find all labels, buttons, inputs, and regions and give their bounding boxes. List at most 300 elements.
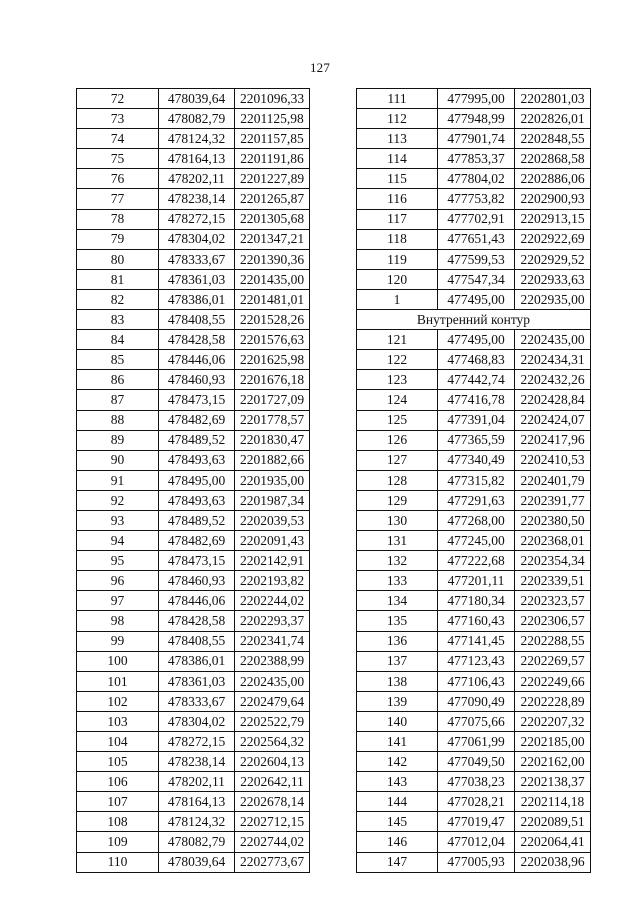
table-row	[77, 490, 310, 510]
table-row	[357, 631, 591, 651]
table-row	[77, 591, 310, 611]
x-coordinate-cell: 477123,43	[438, 651, 515, 671]
table-row	[77, 631, 310, 651]
point-number-cell: 97	[77, 591, 159, 611]
y-coordinate-cell: 2201882,66	[235, 450, 310, 470]
x-coordinate-cell: 478428,58	[159, 330, 235, 350]
table-row	[77, 229, 310, 249]
y-coordinate-cell: 2202391,77	[515, 490, 591, 510]
y-coordinate-cell: 2202922,69	[515, 229, 591, 249]
y-coordinate-cell: 2202306,57	[515, 611, 591, 631]
y-coordinate-cell: 2202142,91	[235, 551, 310, 571]
x-coordinate-cell: 477365,59	[438, 430, 515, 450]
table-row	[77, 852, 310, 872]
point-number-cell: 124	[357, 390, 438, 410]
point-number-cell: 102	[77, 691, 159, 711]
x-coordinate-cell: 477038,23	[438, 772, 515, 792]
point-number-cell: 103	[77, 711, 159, 731]
x-coordinate-cell: 478482,69	[159, 531, 235, 551]
y-coordinate-cell: 2202933,63	[515, 269, 591, 289]
point-number-cell: 84	[77, 330, 159, 350]
point-number-cell: 90	[77, 450, 159, 470]
point-number-cell: 134	[357, 591, 438, 611]
x-coordinate-cell: 478489,52	[159, 430, 235, 450]
table-row	[77, 169, 310, 189]
table-row	[357, 129, 591, 149]
x-coordinate-cell: 477005,93	[438, 852, 515, 872]
section-header-row	[357, 310, 591, 330]
y-coordinate-cell: 2201987,34	[235, 490, 310, 510]
point-number-cell: 78	[77, 209, 159, 229]
point-number-cell: 1	[357, 289, 438, 309]
y-coordinate-cell: 2202848,55	[515, 129, 591, 149]
x-coordinate-cell: 478361,03	[159, 671, 235, 691]
y-coordinate-cell: 2202339,51	[515, 571, 591, 591]
y-coordinate-cell: 2202522,79	[235, 711, 310, 731]
page-number: 127	[309, 60, 331, 75]
y-coordinate-cell: 2202341,74	[235, 631, 310, 651]
x-coordinate-cell: 478039,64	[159, 852, 235, 872]
table-row	[77, 711, 310, 731]
point-number-cell: 110	[77, 852, 159, 872]
y-coordinate-cell: 2202678,14	[235, 792, 310, 812]
y-coordinate-cell: 2202039,53	[235, 510, 310, 530]
x-coordinate-cell: 477268,00	[438, 510, 515, 530]
point-number-cell: 130	[357, 510, 438, 530]
point-number-cell: 74	[77, 129, 159, 149]
y-coordinate-cell: 2202410,53	[515, 450, 591, 470]
y-coordinate-cell: 2202138,37	[515, 772, 591, 792]
table-row	[357, 189, 591, 209]
point-number-cell: 87	[77, 390, 159, 410]
table-row	[77, 189, 310, 209]
y-coordinate-cell: 2202228,89	[515, 691, 591, 711]
x-coordinate-cell: 477222,68	[438, 551, 515, 571]
point-number-cell: 138	[357, 671, 438, 691]
point-number-cell: 121	[357, 330, 438, 350]
table-row	[357, 732, 591, 752]
x-coordinate-cell: 478272,15	[159, 732, 235, 752]
point-number-cell: 126	[357, 430, 438, 450]
x-coordinate-cell: 477416,78	[438, 390, 515, 410]
x-coordinate-cell: 478482,69	[159, 410, 235, 430]
point-number-cell: 128	[357, 470, 438, 490]
y-coordinate-cell: 2201347,21	[235, 229, 310, 249]
y-coordinate-cell: 2201125,98	[235, 109, 310, 129]
table-row	[357, 531, 591, 551]
table-row	[77, 470, 310, 490]
table-row	[77, 289, 310, 309]
y-coordinate-cell: 2201576,63	[235, 330, 310, 350]
y-coordinate-cell: 2202288,55	[515, 631, 591, 651]
x-coordinate-cell: 478460,93	[159, 571, 235, 591]
coordinates-table-right-body	[357, 89, 591, 873]
table-row	[357, 812, 591, 832]
point-number-cell: 120	[357, 269, 438, 289]
y-coordinate-cell: 2202712,15	[235, 812, 310, 832]
point-number-cell: 72	[77, 89, 159, 109]
y-coordinate-cell: 2202368,01	[515, 531, 591, 551]
point-number-cell: 77	[77, 189, 159, 209]
table-row	[357, 410, 591, 430]
point-number-cell: 104	[77, 732, 159, 752]
coordinates-table-left-body	[77, 89, 310, 873]
y-coordinate-cell: 2202401,79	[515, 470, 591, 490]
x-coordinate-cell: 478460,93	[159, 370, 235, 390]
y-coordinate-cell: 2202354,34	[515, 551, 591, 571]
table-row	[357, 852, 591, 872]
x-coordinate-cell: 477315,82	[438, 470, 515, 490]
x-coordinate-cell: 477245,00	[438, 531, 515, 551]
y-coordinate-cell: 2202249,66	[515, 671, 591, 691]
table-row	[357, 370, 591, 390]
table-row	[77, 310, 310, 330]
table-row	[77, 691, 310, 711]
point-number-cell: 118	[357, 229, 438, 249]
x-coordinate-cell: 478164,13	[159, 792, 235, 812]
point-number-cell: 133	[357, 571, 438, 591]
x-coordinate-cell: 477651,43	[438, 229, 515, 249]
y-coordinate-cell: 2202091,43	[235, 531, 310, 551]
y-coordinate-cell: 2202185,00	[515, 732, 591, 752]
point-number-cell: 132	[357, 551, 438, 571]
table-row	[357, 330, 591, 350]
coordinates-table-left	[76, 88, 310, 873]
y-coordinate-cell: 2201481,01	[235, 289, 310, 309]
table-row	[357, 571, 591, 591]
x-coordinate-cell: 478202,11	[159, 772, 235, 792]
y-coordinate-cell: 2202432,26	[515, 370, 591, 390]
table-row	[77, 812, 310, 832]
x-coordinate-cell: 478238,14	[159, 752, 235, 772]
point-number-cell: 85	[77, 350, 159, 370]
x-coordinate-cell: 477547,34	[438, 269, 515, 289]
y-coordinate-cell: 2202564,32	[235, 732, 310, 752]
point-number-cell: 125	[357, 410, 438, 430]
y-coordinate-cell: 2201435,00	[235, 269, 310, 289]
table-row	[77, 109, 310, 129]
point-number-cell: 145	[357, 812, 438, 832]
table-row	[357, 149, 591, 169]
x-coordinate-cell: 477391,04	[438, 410, 515, 430]
y-coordinate-cell: 2202269,57	[515, 651, 591, 671]
table-row	[77, 249, 310, 269]
point-number-cell: 112	[357, 109, 438, 129]
table-row	[77, 89, 310, 109]
point-number-cell: 114	[357, 149, 438, 169]
table-row	[77, 410, 310, 430]
x-coordinate-cell: 478493,63	[159, 450, 235, 470]
table-row	[77, 430, 310, 450]
table-row	[357, 510, 591, 530]
y-coordinate-cell: 2202479,64	[235, 691, 310, 711]
table-row	[357, 691, 591, 711]
x-coordinate-cell: 478039,64	[159, 89, 235, 109]
table-row	[77, 450, 310, 470]
x-coordinate-cell: 477180,34	[438, 591, 515, 611]
x-coordinate-cell: 477901,74	[438, 129, 515, 149]
point-number-cell: 136	[357, 631, 438, 651]
point-number-cell: 83	[77, 310, 159, 330]
x-coordinate-cell: 477804,02	[438, 169, 515, 189]
y-coordinate-cell: 2201305,68	[235, 209, 310, 229]
table-row	[77, 209, 310, 229]
y-coordinate-cell: 2202428,84	[515, 390, 591, 410]
x-coordinate-cell: 477599,53	[438, 249, 515, 269]
x-coordinate-cell: 477495,00	[438, 330, 515, 350]
point-number-cell: 137	[357, 651, 438, 671]
point-number-cell: 93	[77, 510, 159, 530]
point-number-cell: 142	[357, 752, 438, 772]
table-row	[357, 711, 591, 731]
table-row	[357, 109, 591, 129]
point-number-cell: 146	[357, 832, 438, 852]
x-coordinate-cell: 477442,74	[438, 370, 515, 390]
point-number-cell: 92	[77, 490, 159, 510]
y-coordinate-cell: 2202744,02	[235, 832, 310, 852]
table-row	[357, 772, 591, 792]
x-coordinate-cell: 477702,91	[438, 209, 515, 229]
y-coordinate-cell: 2202642,11	[235, 772, 310, 792]
table-row	[357, 289, 591, 309]
table-row	[357, 470, 591, 490]
x-coordinate-cell: 478124,32	[159, 129, 235, 149]
table-row	[357, 832, 591, 852]
point-number-cell: 98	[77, 611, 159, 631]
y-coordinate-cell: 2202929,52	[515, 249, 591, 269]
table-row	[77, 370, 310, 390]
y-coordinate-cell: 2201227,89	[235, 169, 310, 189]
x-coordinate-cell: 477495,00	[438, 289, 515, 309]
table-row	[77, 752, 310, 772]
x-coordinate-cell: 478124,32	[159, 812, 235, 832]
table-row	[77, 330, 310, 350]
point-number-cell: 79	[77, 229, 159, 249]
point-number-cell: 113	[357, 129, 438, 149]
table-row	[357, 792, 591, 812]
table-row	[77, 551, 310, 571]
point-number-cell: 80	[77, 249, 159, 269]
x-coordinate-cell: 478238,14	[159, 189, 235, 209]
point-number-cell: 139	[357, 691, 438, 711]
x-coordinate-cell: 477090,49	[438, 691, 515, 711]
x-coordinate-cell: 478386,01	[159, 289, 235, 309]
x-coordinate-cell: 477291,63	[438, 490, 515, 510]
point-number-cell: 105	[77, 752, 159, 772]
table-row	[357, 591, 591, 611]
table-row	[77, 611, 310, 631]
point-number-cell: 116	[357, 189, 438, 209]
x-coordinate-cell: 477075,66	[438, 711, 515, 731]
y-coordinate-cell: 2202886,06	[515, 169, 591, 189]
y-coordinate-cell: 2201265,87	[235, 189, 310, 209]
y-coordinate-cell: 2202604,13	[235, 752, 310, 772]
table-row	[357, 671, 591, 691]
y-coordinate-cell: 2202380,50	[515, 510, 591, 530]
table-row	[77, 129, 310, 149]
x-coordinate-cell: 477061,99	[438, 732, 515, 752]
point-number-cell: 100	[77, 651, 159, 671]
point-number-cell: 107	[77, 792, 159, 812]
y-coordinate-cell: 2202038,96	[515, 852, 591, 872]
y-coordinate-cell: 2201935,00	[235, 470, 310, 490]
x-coordinate-cell: 478304,02	[159, 711, 235, 731]
table-row	[77, 651, 310, 671]
x-coordinate-cell: 477201,11	[438, 571, 515, 591]
point-number-cell: 144	[357, 792, 438, 812]
point-number-cell: 89	[77, 430, 159, 450]
point-number-cell: 73	[77, 109, 159, 129]
y-coordinate-cell: 2201191,86	[235, 149, 310, 169]
y-coordinate-cell: 2202244,02	[235, 591, 310, 611]
y-coordinate-cell: 2202193,82	[235, 571, 310, 591]
table-row	[357, 209, 591, 229]
point-number-cell: 108	[77, 812, 159, 832]
y-coordinate-cell: 2201727,09	[235, 390, 310, 410]
x-coordinate-cell: 477106,43	[438, 671, 515, 691]
x-coordinate-cell: 478164,13	[159, 149, 235, 169]
x-coordinate-cell: 478304,02	[159, 229, 235, 249]
x-coordinate-cell: 478333,67	[159, 249, 235, 269]
x-coordinate-cell: 478493,63	[159, 490, 235, 510]
table-row	[77, 350, 310, 370]
x-coordinate-cell: 478428,58	[159, 611, 235, 631]
point-number-cell: 143	[357, 772, 438, 792]
table-row	[77, 772, 310, 792]
y-coordinate-cell: 2202935,00	[515, 289, 591, 309]
table-row	[357, 350, 591, 370]
point-number-cell: 117	[357, 209, 438, 229]
table-row	[357, 169, 591, 189]
x-coordinate-cell: 478333,67	[159, 691, 235, 711]
y-coordinate-cell: 2202435,00	[235, 671, 310, 691]
point-number-cell: 82	[77, 289, 159, 309]
table-row	[77, 269, 310, 289]
y-coordinate-cell: 2201830,47	[235, 430, 310, 450]
point-number-cell: 115	[357, 169, 438, 189]
point-number-cell: 111	[357, 89, 438, 109]
x-coordinate-cell: 478489,52	[159, 510, 235, 530]
point-number-cell: 99	[77, 631, 159, 651]
x-coordinate-cell: 477468,83	[438, 350, 515, 370]
table-row	[357, 752, 591, 772]
x-coordinate-cell: 478473,15	[159, 551, 235, 571]
x-coordinate-cell: 477340,49	[438, 450, 515, 470]
y-coordinate-cell: 2202434,31	[515, 350, 591, 370]
table-row	[77, 571, 310, 591]
y-coordinate-cell: 2202114,18	[515, 792, 591, 812]
point-number-cell: 109	[77, 832, 159, 852]
y-coordinate-cell: 2202323,57	[515, 591, 591, 611]
coordinates-table-right	[356, 88, 591, 873]
point-number-cell: 95	[77, 551, 159, 571]
point-number-cell: 106	[77, 772, 159, 792]
point-number-cell: 101	[77, 671, 159, 691]
y-coordinate-cell: 2202773,67	[235, 852, 310, 872]
table-row	[357, 269, 591, 289]
y-coordinate-cell: 2201778,57	[235, 410, 310, 430]
table-row	[357, 229, 591, 249]
x-coordinate-cell: 478446,06	[159, 591, 235, 611]
point-number-cell: 76	[77, 169, 159, 189]
y-coordinate-cell: 2202417,96	[515, 430, 591, 450]
y-coordinate-cell: 2202162,00	[515, 752, 591, 772]
x-coordinate-cell: 477049,50	[438, 752, 515, 772]
table-row	[357, 551, 591, 571]
x-coordinate-cell: 478361,03	[159, 269, 235, 289]
table-row	[77, 390, 310, 410]
y-coordinate-cell: 2201096,33	[235, 89, 310, 109]
point-number-cell: 94	[77, 531, 159, 551]
y-coordinate-cell: 2202913,15	[515, 209, 591, 229]
table-row	[77, 792, 310, 812]
x-coordinate-cell: 477995,00	[438, 89, 515, 109]
x-coordinate-cell: 477028,21	[438, 792, 515, 812]
x-coordinate-cell: 477853,37	[438, 149, 515, 169]
point-number-cell: 140	[357, 711, 438, 731]
table-row	[77, 732, 310, 752]
y-coordinate-cell: 2202089,51	[515, 812, 591, 832]
y-coordinate-cell: 2202293,37	[235, 611, 310, 631]
x-coordinate-cell: 478202,11	[159, 169, 235, 189]
x-coordinate-cell: 477012,04	[438, 832, 515, 852]
point-number-cell: 122	[357, 350, 438, 370]
table-row	[357, 430, 591, 450]
point-number-cell: 141	[357, 732, 438, 752]
point-number-cell: 129	[357, 490, 438, 510]
table-row	[77, 149, 310, 169]
point-number-cell: 135	[357, 611, 438, 631]
x-coordinate-cell: 477019,47	[438, 812, 515, 832]
y-coordinate-cell: 2202868,58	[515, 149, 591, 169]
x-coordinate-cell: 478408,55	[159, 631, 235, 651]
table-row	[357, 249, 591, 269]
x-coordinate-cell: 478386,01	[159, 651, 235, 671]
y-coordinate-cell: 2202388,99	[235, 651, 310, 671]
point-number-cell: 131	[357, 531, 438, 551]
y-coordinate-cell: 2202064,41	[515, 832, 591, 852]
table-row	[77, 671, 310, 691]
point-number-cell: 119	[357, 249, 438, 269]
x-coordinate-cell: 477753,82	[438, 189, 515, 209]
point-number-cell: 147	[357, 852, 438, 872]
point-number-cell: 123	[357, 370, 438, 390]
y-coordinate-cell: 2201157,85	[235, 129, 310, 149]
y-coordinate-cell: 2201625,98	[235, 350, 310, 370]
x-coordinate-cell: 478272,15	[159, 209, 235, 229]
y-coordinate-cell: 2202207,32	[515, 711, 591, 731]
x-coordinate-cell: 478446,06	[159, 350, 235, 370]
point-number-cell: 127	[357, 450, 438, 470]
table-row	[77, 510, 310, 530]
x-coordinate-cell: 478082,79	[159, 109, 235, 129]
point-number-cell: 75	[77, 149, 159, 169]
x-coordinate-cell: 478082,79	[159, 832, 235, 852]
table-row	[357, 450, 591, 470]
point-number-cell: 91	[77, 470, 159, 490]
point-number-cell: 86	[77, 370, 159, 390]
x-coordinate-cell: 477141,45	[438, 631, 515, 651]
x-coordinate-cell: 477160,43	[438, 611, 515, 631]
point-number-cell: 81	[77, 269, 159, 289]
section-header-inner-contour: Внутренний контур	[357, 310, 591, 330]
y-coordinate-cell: 2201676,18	[235, 370, 310, 390]
y-coordinate-cell: 2202826,01	[515, 109, 591, 129]
y-coordinate-cell: 2201528,26	[235, 310, 310, 330]
table-row	[77, 531, 310, 551]
table-row	[357, 89, 591, 109]
table-row	[357, 611, 591, 631]
